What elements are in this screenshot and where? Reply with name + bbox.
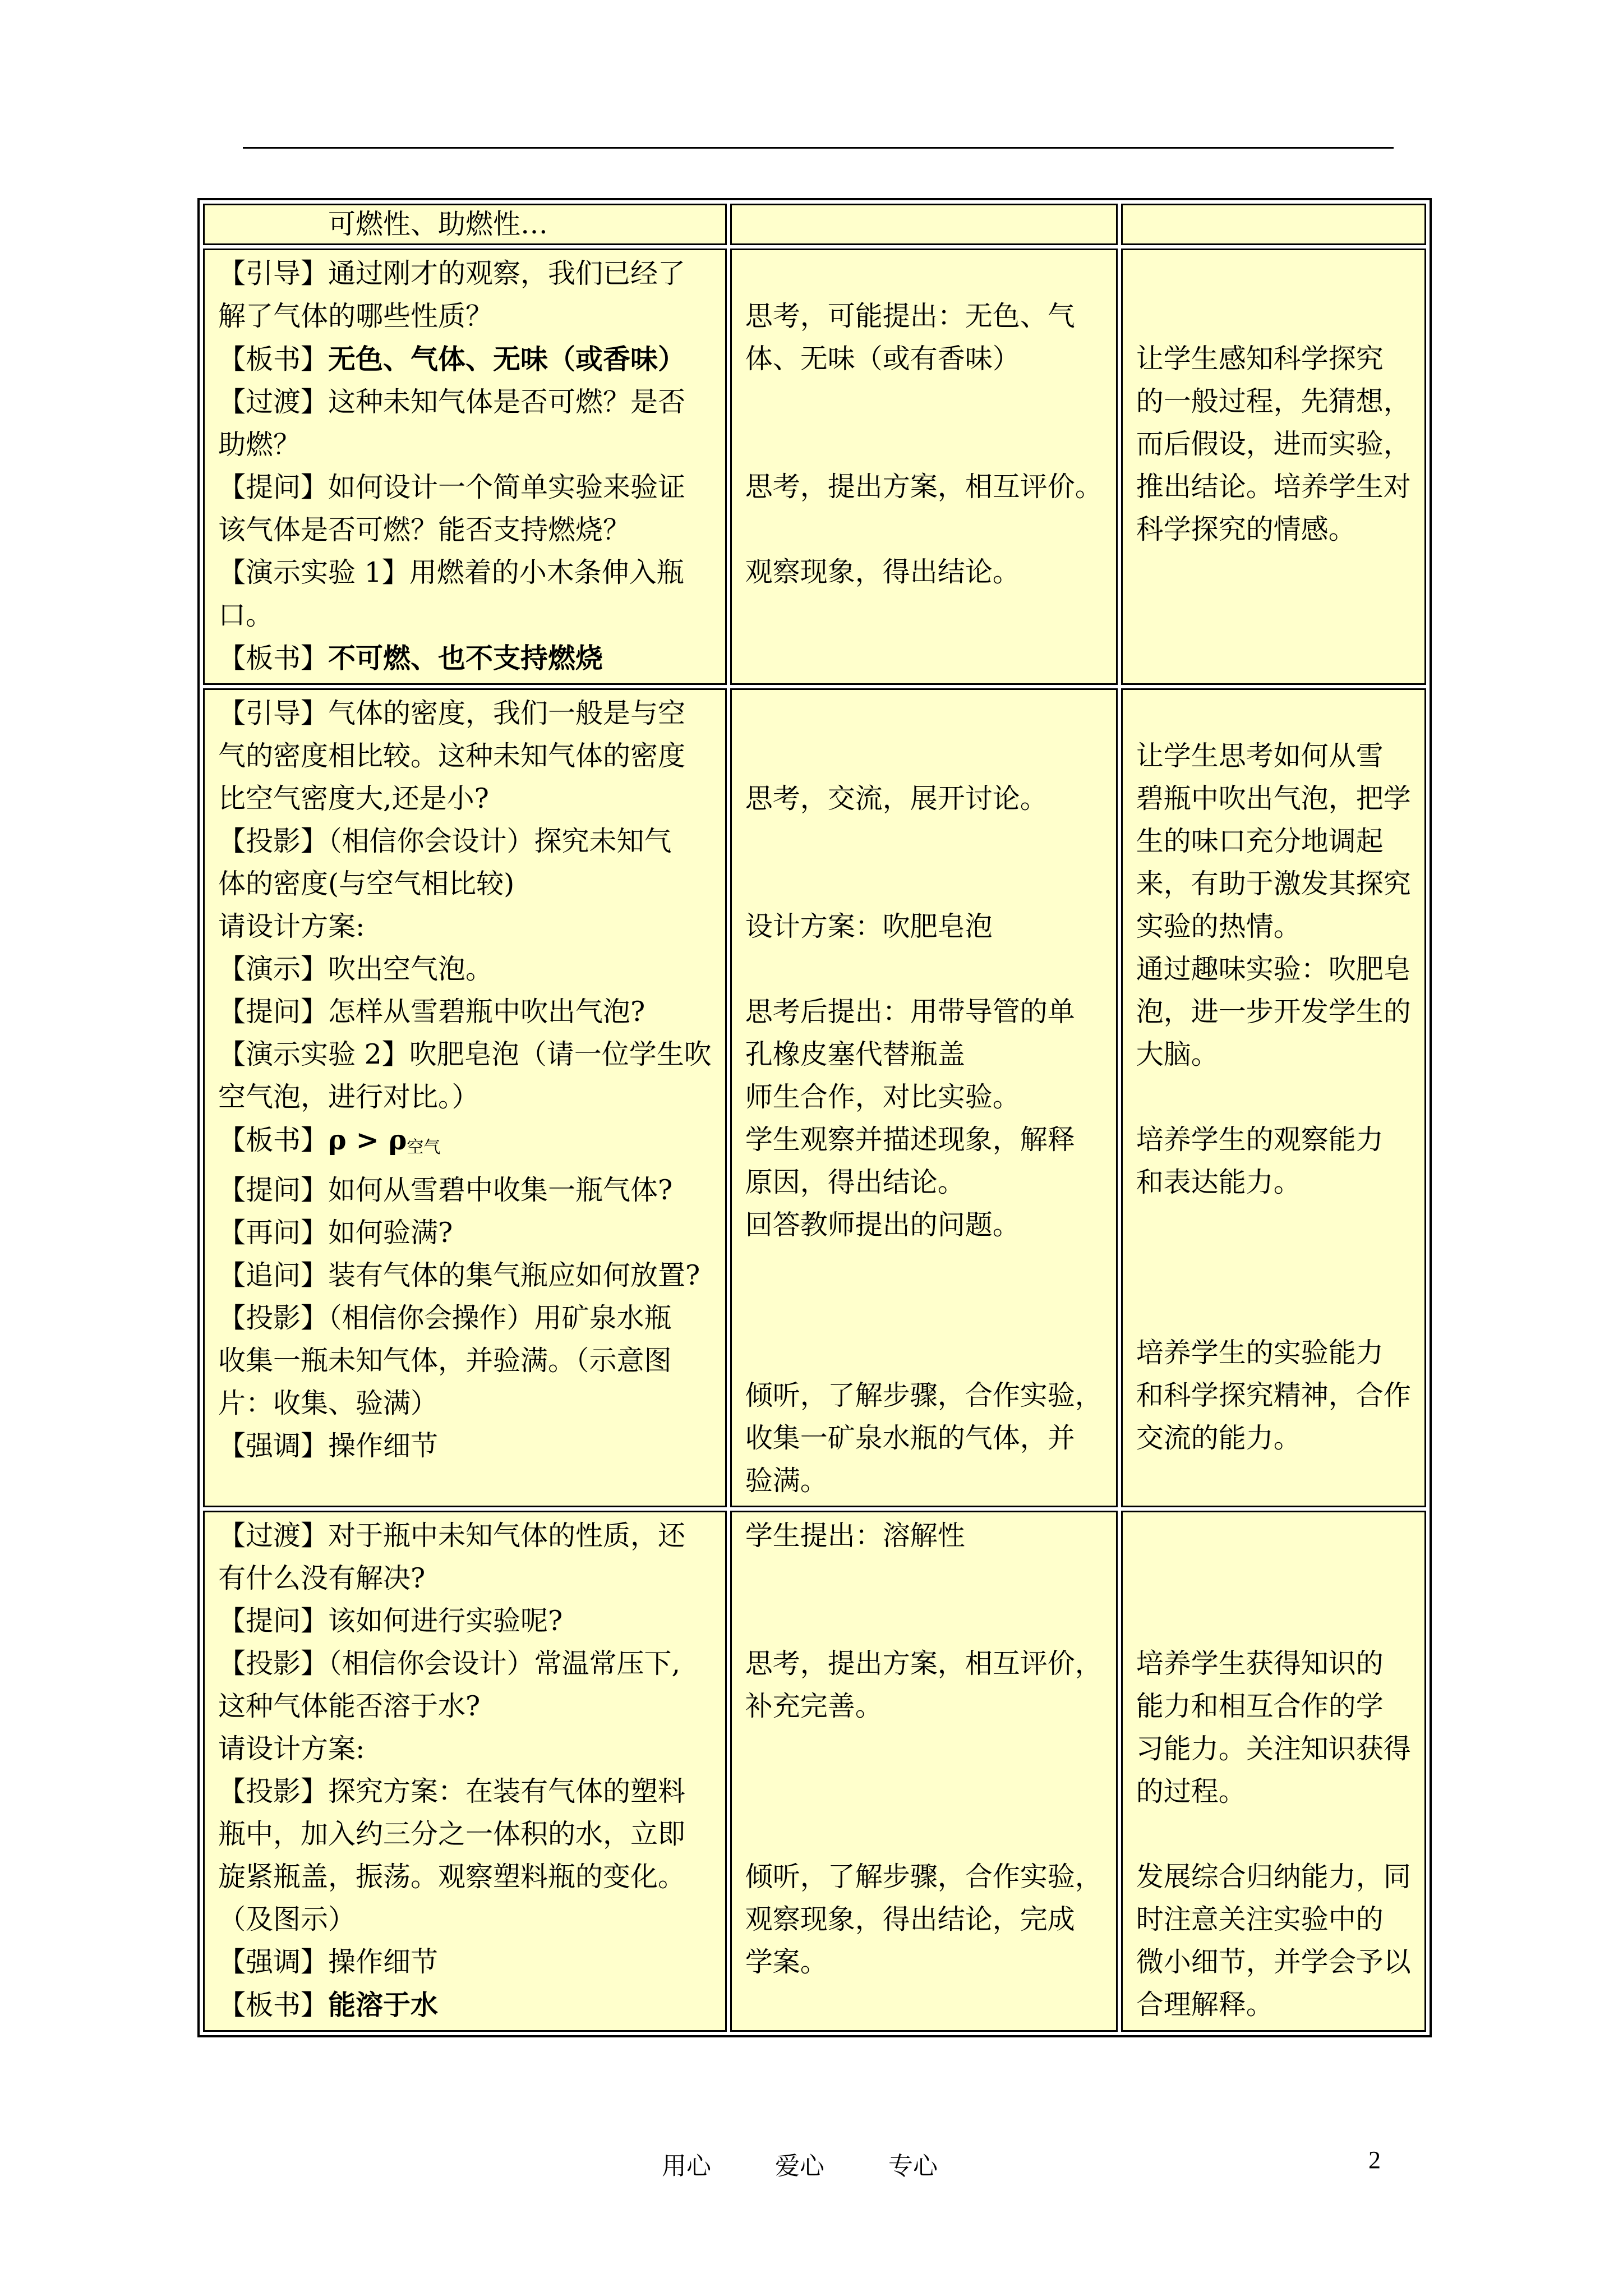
text-line: 让学生感知科学探究	[1136, 343, 1384, 375]
footer-motto-word: 爱心	[775, 2152, 824, 2180]
text-line: 能力和相互合作的学	[1136, 1690, 1384, 1722]
text-line: 比空气密度大,还是小?	[218, 783, 489, 815]
text-line: 生的味口充分地调起	[1136, 825, 1384, 857]
text-line: 倾听，了解步骤，合作实验，	[745, 1379, 1103, 1411]
text-line: 学生提出：溶解性	[745, 1520, 965, 1552]
text-line: 验满。	[745, 1465, 828, 1497]
text-line: 【过渡】对于瓶中未知气体的性质，还	[218, 1520, 686, 1552]
text-line: 学案。	[745, 1946, 828, 1978]
text-line: 【过渡】这种未知气体是否可燃？是否	[218, 386, 686, 418]
table-cell-intent	[1121, 1511, 1426, 2032]
text-line: 泡，进一步开发学生的	[1136, 996, 1411, 1028]
text-line: 学生观察并描述现象，解释	[745, 1124, 1075, 1156]
text-line: 观察现象，得出结论，完成	[745, 1903, 1075, 1935]
text-line: 孔橡皮塞代替瓶盖	[745, 1038, 965, 1070]
text-line: 【投影】（相信你会设计）探究未知气	[218, 825, 672, 857]
text-line: 思考，提出方案，相互评价，	[745, 1648, 1103, 1680]
table-cell-student	[730, 204, 1118, 245]
table-cell-student	[730, 1511, 1118, 2032]
text-line: 这种气体能否溶于水?	[218, 1690, 481, 1722]
text-line: 观察现象，得出结论。	[745, 556, 1020, 588]
text-line: 瓶中，加入约三分之一体积的水，立即	[218, 1818, 686, 1850]
table-cell-student	[730, 688, 1118, 1507]
text-line: 让学生思考如何从雪	[1136, 740, 1384, 772]
text-line: 来，有助于激发其探究	[1136, 868, 1411, 900]
text-line: 原因，得出结论。	[745, 1166, 965, 1198]
tag-label: 【板书】	[218, 1124, 329, 1156]
table-row	[203, 204, 1426, 245]
text-line: 和表达能力。	[1136, 1166, 1301, 1198]
page-number: 2	[1368, 2146, 1381, 2174]
text-line: 【演示实验 1】用燃着的小木条伸入瓶	[218, 556, 684, 588]
text-line: 【演示】吹出空气泡。	[218, 953, 494, 985]
text-line: 合理解释。	[1136, 1989, 1274, 2021]
text-line: 的过程。	[1136, 1775, 1246, 1807]
text-line: 旋紧瓶盖，振荡。观察塑料瓶的变化。	[218, 1861, 686, 1893]
text-line: 回答教师提出的问题。	[745, 1209, 1020, 1241]
text-line: 【投影】（相信你会设计）常温常压下,	[218, 1648, 681, 1680]
text-line: 思考后提出：用带导管的单	[745, 996, 1075, 1028]
board-note: 不可燃、也不支持燃烧	[328, 642, 603, 674]
text-line: 【提问】怎样从雪碧瓶中吹出气泡?	[218, 996, 645, 1028]
text-line: 助燃？	[218, 429, 301, 461]
text-line: 而后假设，进而实验，	[1136, 428, 1411, 460]
tag-label: 【板书】	[218, 1989, 329, 2021]
text-line: 【投影】（相信你会操作）用矿泉水瓶	[218, 1302, 672, 1334]
text-line: 解了气体的哪些性质？	[218, 300, 494, 332]
text-line: 【引导】通过刚才的观察，我们已经了	[218, 257, 686, 289]
table-cell-intent	[1121, 249, 1426, 685]
table-cell-teacher: 可燃性、助燃性…	[203, 204, 727, 245]
text-line: 【引导】气体的密度，我们一般是与空	[218, 697, 686, 729]
text-line: 科学探究的情感。	[1136, 513, 1356, 545]
text-line: 空气泡，进行对比。）	[218, 1081, 479, 1113]
table-cell-intent	[1121, 204, 1426, 245]
text-line: 请设计方案:	[218, 910, 365, 942]
text-line: （及图示）	[218, 1903, 356, 1935]
text-line: 的一般过程，先猜想，	[1136, 385, 1411, 417]
text-line: 补充完善。	[745, 1690, 883, 1722]
text-line: 师生合作，对比实验。	[745, 1081, 1020, 1113]
text-line: 推出结论。培养学生对	[1136, 471, 1411, 503]
text-line: 口。	[218, 599, 274, 631]
text-line: 思考，可能提出：无色、气	[745, 300, 1075, 332]
text-line: 碧瓶中吹出气泡，把学	[1136, 783, 1411, 815]
text-line: 交流的能力。	[1136, 1422, 1301, 1454]
table-row	[203, 1511, 1426, 2032]
text-line: 培养学生的实验能力	[1136, 1337, 1384, 1369]
text-line: 【提问】如何设计一个简单实验来验证	[218, 471, 686, 503]
footer-motto-word: 用心	[662, 2152, 711, 2180]
text-line: 该气体是否可燃？能否支持燃烧？	[218, 514, 631, 546]
footer-motto-word: 专心	[888, 2152, 938, 2180]
text-line: 收集一矿泉水瓶的气体，并	[745, 1422, 1075, 1454]
text-line: 发展综合归纳能力，同	[1136, 1861, 1411, 1893]
table-cell-teacher	[203, 688, 727, 1507]
lesson-plan-table	[197, 198, 1432, 2037]
table-row	[203, 249, 1426, 685]
text-line: 【提问】如何从雪碧中收集一瓶气体?	[218, 1174, 673, 1206]
text-line: 请设计方案:	[218, 1733, 365, 1765]
text-line: 有什么没有解决?	[218, 1562, 426, 1594]
text-line: 培养学生获得知识的	[1136, 1648, 1384, 1680]
tag-label: 【板书】	[218, 642, 329, 674]
table-cell-student	[730, 249, 1118, 685]
table-cell-teacher	[203, 249, 727, 685]
table-cell-teacher	[203, 1511, 727, 2032]
text-line: 思考，交流，展开讨论。	[745, 783, 1048, 815]
tag-label: 【板书】	[218, 343, 329, 375]
board-note: 能溶于水	[328, 1989, 439, 2021]
text-line: 实验的热情。	[1136, 910, 1301, 942]
text-line: 设计方案：吹肥皂泡	[745, 910, 993, 942]
text-line	[218, 338, 712, 381]
board-note: 无色、气体、无味（或香味）	[328, 343, 686, 375]
header-rule	[243, 147, 1394, 149]
text-line: 培养学生的观察能力	[1136, 1124, 1384, 1156]
text-line: 【追问】装有气体的集气瓶应如何放置?	[218, 1259, 700, 1291]
text-line: 习能力。关注知识获得	[1136, 1733, 1411, 1765]
text-line: 【提问】该如何进行实验呢?	[218, 1605, 563, 1637]
table-row	[203, 688, 1426, 1507]
text-line: 气的密度相比较。这种未知气体的密度	[218, 740, 686, 772]
formula-subscript: 空气	[407, 1138, 441, 1157]
text-line: 片：收集、验满）	[218, 1387, 439, 1419]
density-formula: ρ > ρ	[328, 1124, 407, 1156]
text-line	[218, 1119, 712, 1169]
text-line: 通过趣味实验：吹肥皂	[1136, 953, 1411, 985]
text-line: 【投影】探究方案：在装有气体的塑料	[218, 1775, 686, 1807]
text-line	[218, 1984, 712, 2027]
text-line: 体、无味（或有香味）	[745, 343, 1020, 375]
text-line: 【演示实验 2】吹肥皂泡（请一位学生吹	[218, 1038, 712, 1070]
text-line: 体的密度(与空气相比较)	[218, 868, 515, 900]
footer-motto	[662, 2146, 938, 2182]
text-line	[218, 637, 712, 680]
text-line: 【再问】如何验满?	[218, 1217, 453, 1249]
table-cell-intent	[1121, 688, 1426, 1507]
text-line: 思考，提出方案，相互评价。	[745, 471, 1103, 503]
text-line: 【强调】操作细节	[218, 1430, 439, 1462]
text-line: 微小细节，并学会予以	[1136, 1946, 1411, 1978]
text-line: 倾听，了解步骤，合作实验，	[745, 1861, 1103, 1893]
text-line: 和科学探究精神，合作	[1136, 1379, 1411, 1411]
text-line: 收集一瓶未知气体，并验满。（示意图	[218, 1345, 672, 1377]
text-line: 大脑。	[1136, 1038, 1219, 1070]
text-line: 时注意关注实验中的	[1136, 1903, 1384, 1935]
text-line: 【强调】操作细节	[218, 1946, 439, 1978]
